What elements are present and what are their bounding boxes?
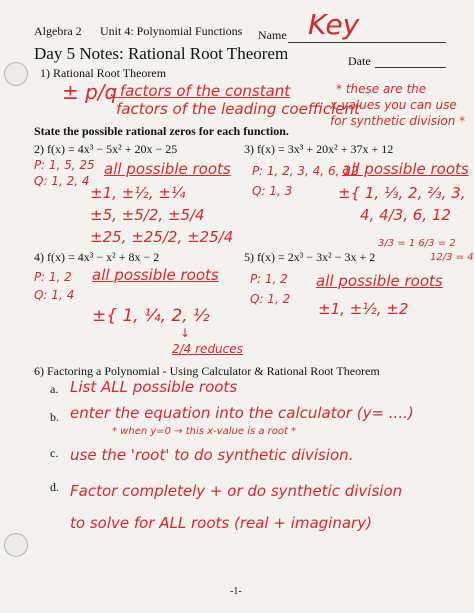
problem-4-q: Q: 1, 4 [34,288,75,302]
step-c-letter: c. [50,446,59,460]
definition-denominator: factors of the leading coefficient [116,100,360,118]
note-line-2: x-values you can use [330,98,457,112]
step-b-text: enter the equation into the calculator (y= ....) [70,404,414,422]
section6-heading: 6) Factoring a Polynomial - Using Calculator & Rational Root Theorem [34,364,380,378]
problem-5-answer-1: ±1, ±½, ±2 [318,300,409,318]
problem-2-answer-2: ±5, ±5/2, ±5/4 [90,206,205,224]
section1-heading: 1) Rational Root Theorem [40,66,167,80]
date-line [375,67,446,68]
problem-3-heading: all possible roots [342,160,469,178]
step-d-letter: d. [50,480,59,494]
problem-3-answer-2: 4, 4/3, 6, 12 [360,206,451,224]
step-b-letter: b. [50,410,59,424]
name-line [288,42,446,43]
unit-label: Unit 4: Polynomial Functions [100,24,243,38]
reduce-arrow: ↓ [180,326,191,340]
pq-formula: ± p/q [62,80,118,104]
page-title: Day 5 Notes: Rational Root Theorem [34,44,289,63]
problem-5-p: P: 1, 2 [250,272,288,286]
step-d-text-line-2: to solve for ALL roots (real + imaginary) [70,514,372,532]
problem-4-label: 4) f(x) = 4x³ − x² + 8x − 2 [34,250,160,264]
problem-3-label: 3) f(x) = 3x³ + 20x² + 37x + 12 [244,142,394,156]
step-a-text: List ALL possible roots [70,378,238,396]
problem-5-heading: all possible roots [316,272,443,290]
name-value: Key [308,8,360,41]
problem-5-label: 5) f(x) = 2x³ − 3x² − 3x + 2 [244,250,376,264]
problem-3-p: P: 1, 2, 3, 4, 6, 12 [252,164,359,178]
date-label: Date [348,54,371,68]
step-c-text: use the 'root' to do synthetic division. [70,446,354,464]
problem-3-side-note-2: 12/3 = 4 [430,252,474,263]
problem-2-heading: all possible roots [104,160,231,178]
instructions: State the possible rational zeros for each function. [34,124,289,138]
problem-2-p: P: 1, 5, 25 [34,158,95,172]
problem-4-answer-1: ±{ 1, ¼, 2, ½ [92,306,210,326]
step-b-note: * when y=0 → this x-value is a root * [112,426,297,437]
problem-5-q: Q: 1, 2 [250,292,291,306]
step-a-letter: a. [50,382,59,396]
problem-4-heading: all possible roots [92,266,219,284]
note-line-1: * these are the [336,82,427,96]
course-label: Algebra 2 [34,24,82,38]
definition-numerator: : factors of the constant [110,82,291,100]
problem-2-label: 2) f(x) = 4x³ − 5x² + 20x − 25 [34,142,178,156]
problem-3-q: Q: 1, 3 [252,184,293,198]
binder-hole-bottom [4,533,28,557]
problem-3-answer-1: ±{ 1, ⅓, 2, ⅔, 3, [338,184,466,202]
name-label: Name [258,28,287,42]
problem-4-p: P: 1, 2 [34,270,72,284]
note-line-3: for synthetic division * [330,114,466,128]
page-number: -1- [230,586,242,597]
problem-2-answer-3: ±25, ±25/2, ±25/4 [90,228,234,246]
binder-hole-top [4,62,28,86]
problem-3-side-note-1: 3/3 = 1 6/3 = 2 [378,238,456,249]
step-d-text-line-1: Factor completely + or do synthetic division [70,482,403,500]
problem-2-q: Q: 1, 2, 4 [34,174,90,188]
problem-4-reduce-note: 2/4 reduces [172,342,243,356]
problem-2-answer-1: ±1, ±½, ±¼ [90,184,186,202]
